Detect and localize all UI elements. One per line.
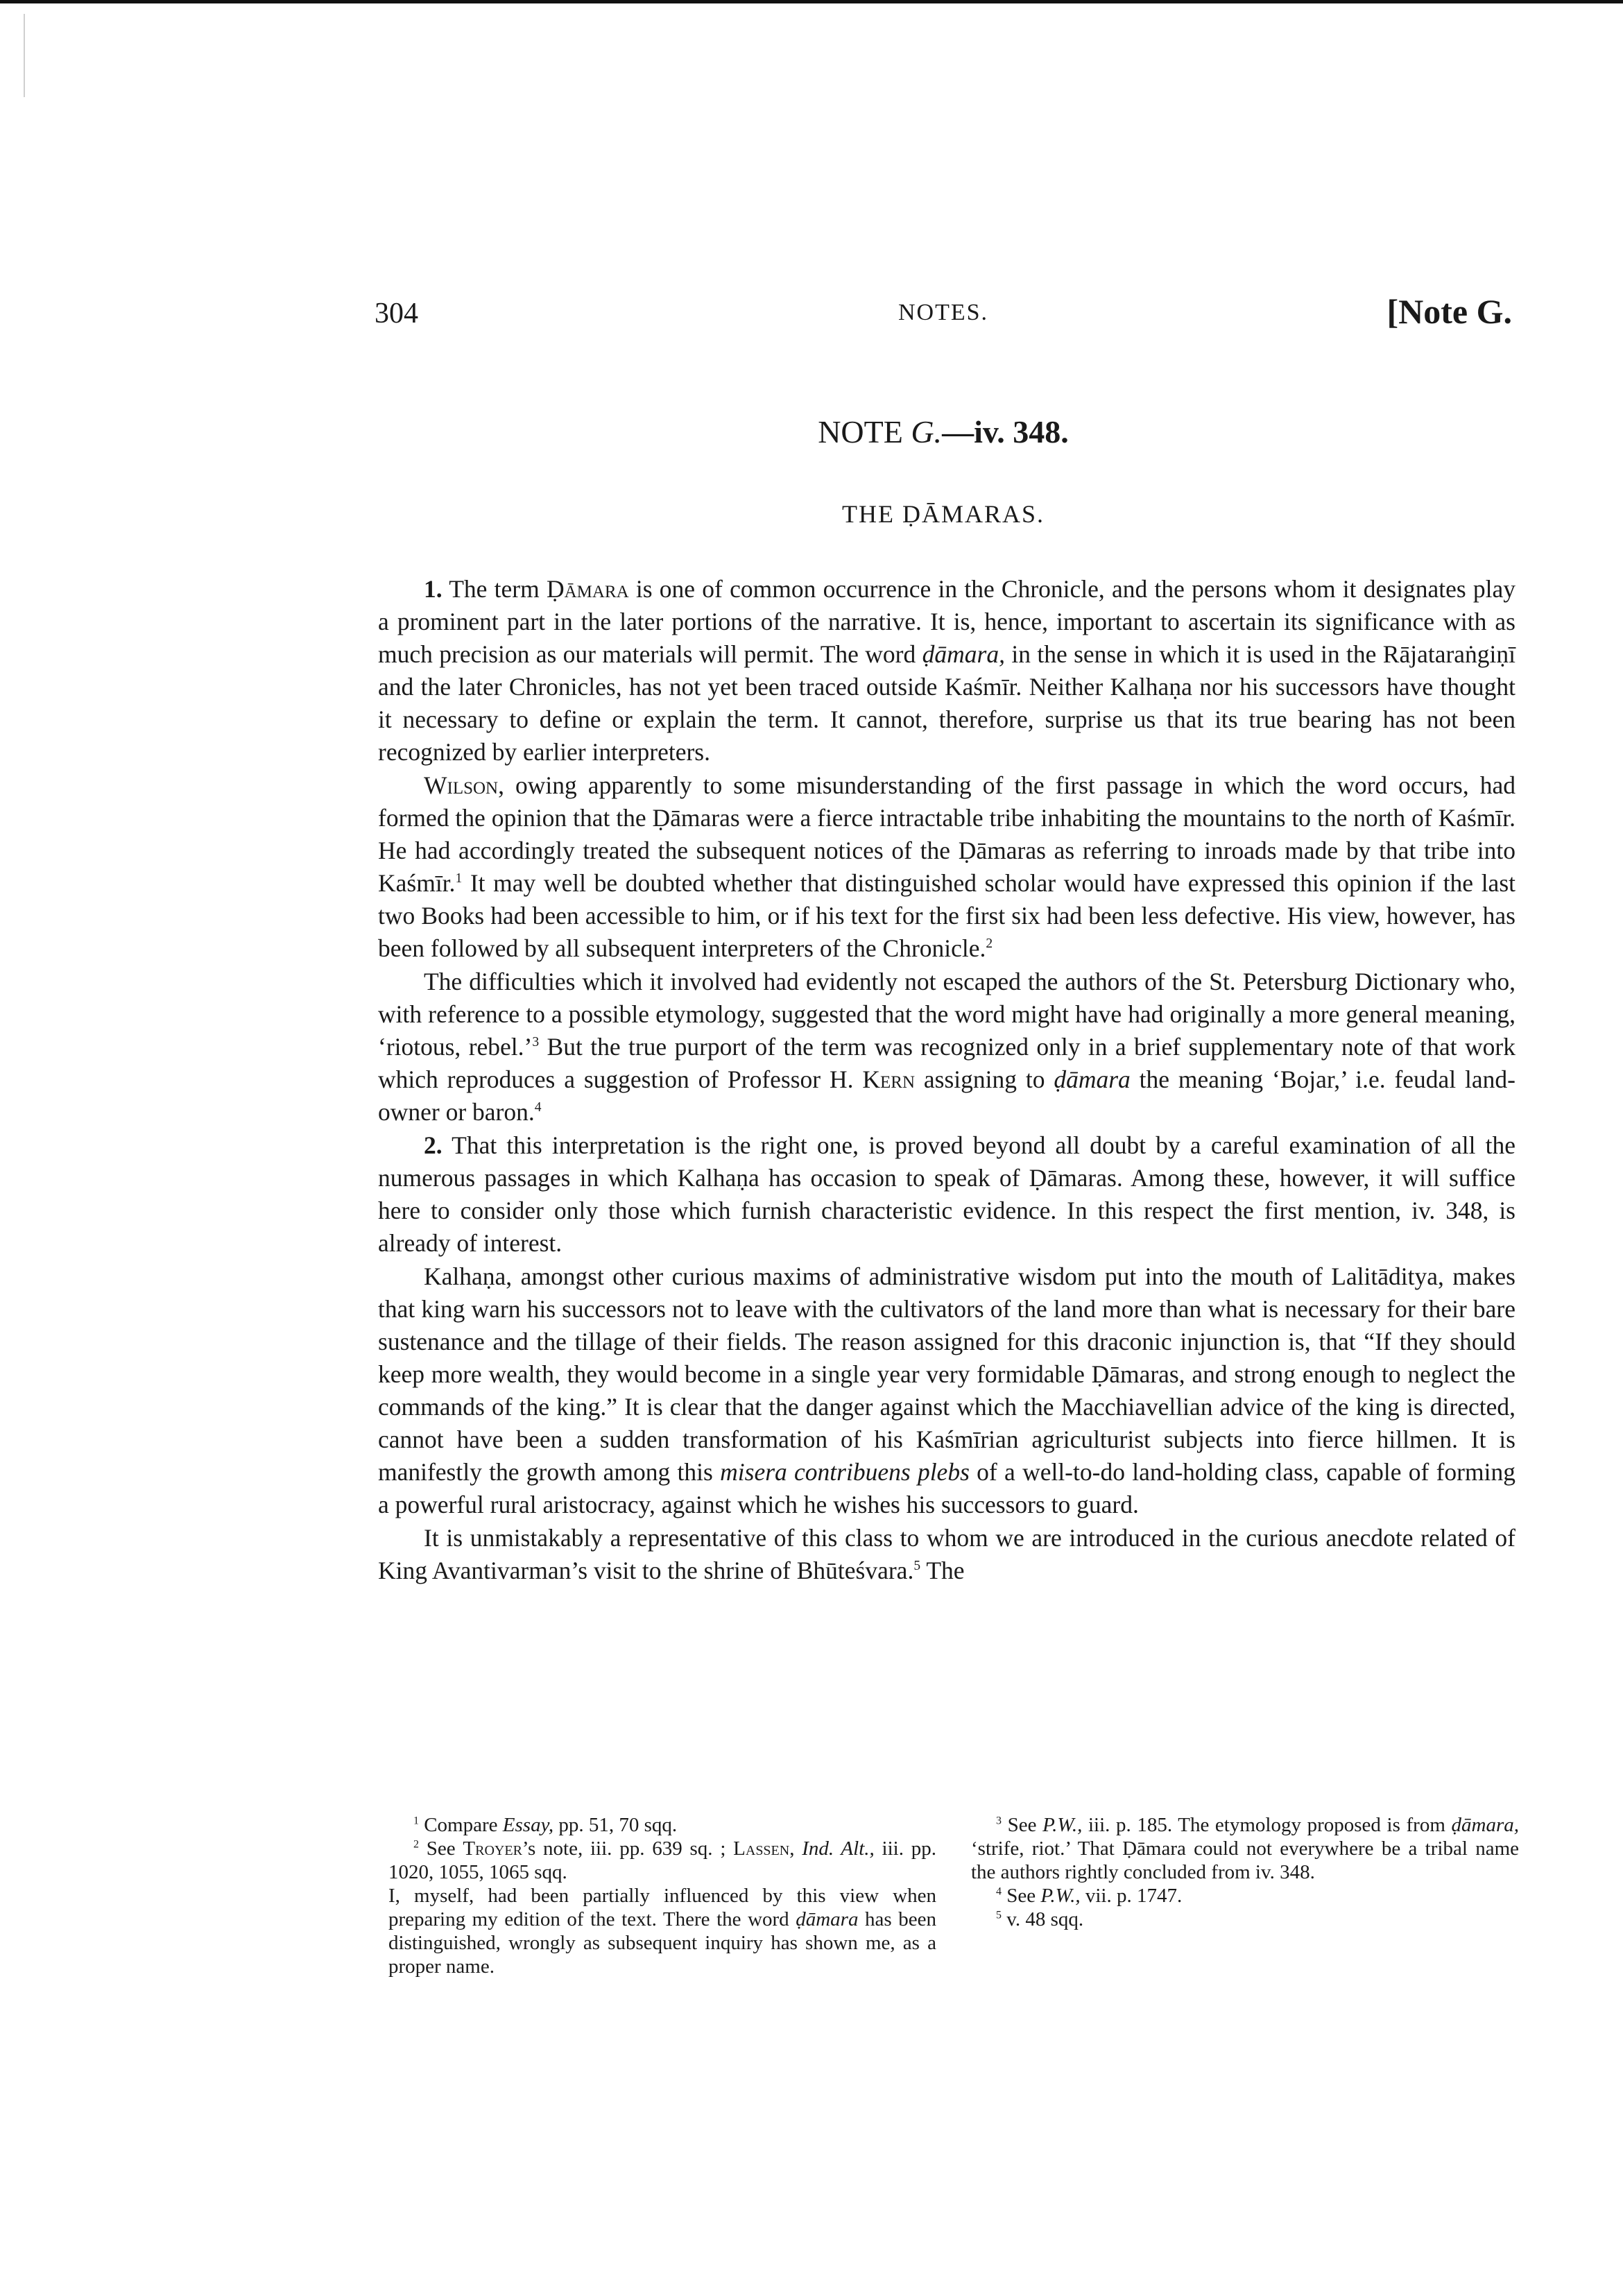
footnote-number: 5 — [996, 1909, 1002, 1921]
text-run: The difficulties which it involved had evidently not escaped the authors of the St. Petersburg Dictionary who, with reference to a possible etymology, suggested that the word might have had originally a more general meaning, ‘riotous, rebel.’ — [378, 968, 1515, 1061]
italic-term: Ind. Alt., — [802, 1837, 875, 1860]
footnote-ref: 3 — [532, 1035, 540, 1050]
text-run: The — [920, 1557, 965, 1584]
footnote-2-continuation — [388, 1884, 936, 1978]
author-name: Lassen — [733, 1837, 790, 1860]
italic-term: ḍāmara, — [922, 640, 1005, 668]
footnote-ref: 2 — [986, 936, 993, 952]
footnote-3 — [971, 1813, 1519, 1884]
italic-term: ḍāmara, — [1451, 1814, 1519, 1836]
footnote-5 — [971, 1908, 1519, 1931]
text-run: ’s note, iii. pp. 639 sq. ; — [522, 1837, 734, 1860]
footnote-4 — [971, 1884, 1519, 1908]
author-name: Wilson — [424, 771, 499, 799]
italic-term: ḍāmara — [1054, 1065, 1131, 1093]
footnote-ref: 4 — [534, 1100, 542, 1115]
note-subtitle: THE ḌĀMARAS. — [841, 500, 1045, 528]
body-text — [378, 573, 1515, 1588]
footnotes — [388, 1813, 1519, 1978]
footnote-ref: 5 — [913, 1559, 921, 1574]
text-run: the meaning ‘Bojar,’ i.e. feudal land-owner or baron. — [378, 1065, 1515, 1126]
title-letter: G. — [911, 414, 943, 449]
italic-term: P.W., — [1040, 1885, 1081, 1907]
footnote-1 — [388, 1813, 936, 1837]
text-run: Compare — [418, 1814, 503, 1836]
text-run: iii. pp. 1020, 1055, 1065 sqq. — [388, 1837, 936, 1883]
section-number: 1. — [424, 575, 443, 603]
footnote-2 — [388, 1837, 936, 1884]
text-run: It may well be doubted whether that distinguished scholar would have expressed this opinion if the last two Books had been accessible to him, or if his text for the first six had been less defective. His view, however, has been followed by all subsequent interpreters of the Chronicle. — [378, 869, 1515, 962]
page-header — [375, 291, 1512, 340]
paragraph-2 — [378, 769, 1515, 965]
footnotes-right-column — [971, 1813, 1519, 1978]
text-run: , — [789, 1837, 802, 1860]
text-run: But the true purport of the term was recognized only in a brief supplementary note of that work which reproduces a suggestion of Professor H. — [378, 1033, 1515, 1093]
scan-edge-mark — [24, 14, 25, 97]
text-run: in the sense in which it is used in the Rājataraṅgiṇī and the later Chronicles, has not yet been traced outside Kaśmīr. Neither Kalhaṇa nor his successors have thought it necessary to define or explain the term. It cannot, therefore, surprise us that its true bearing has not been recognized by earlier interpreters. — [378, 640, 1516, 766]
text-run: See — [418, 1837, 463, 1860]
author-name: Kern — [862, 1065, 916, 1093]
text-run: assigning to — [915, 1065, 1054, 1093]
author-name: Troyer — [463, 1837, 522, 1860]
text-run: pp. 51, 70 sqq. — [553, 1814, 678, 1836]
text-run: Kalhaṇa, amongst other curious maxims of administrative wisdom put into the mouth of Lalitāditya, makes that king warn his successors not to leave with the cultivators of the land more than what is necessary for their bare sustenance and the tillage of their fields. The reason assigned for this draconic injunction is, that “If they should keep more wealth, they would become in a single year very formidable Ḍāmaras, and strong enough to neglect the commands of the king.” It is clear that the danger against which the Macchiavellian advice of the king is directed, cannot have been a sudden transformation of his Kaśmīrian agriculturist subjects into fierce hillmen. It is manifestly the growth among this — [378, 1262, 1515, 1486]
text-run: ‘strife, riot.’ That Ḍāmara could not everywhere be a tribal name the authors rightly concluded from iv. 348. — [971, 1837, 1519, 1883]
text-run: See — [1001, 1885, 1041, 1907]
paragraph-1 — [378, 573, 1515, 769]
footnotes-left-column — [388, 1813, 936, 1978]
footnote-number: 1 — [413, 1815, 419, 1827]
title-prefix: NOTE — [818, 414, 903, 449]
text-run: , owing apparently to some misunderstanding of the first passage in which the word occurs, had formed the opinion that the Ḍāmaras were a fierce intractable tribe inhabiting the mountains to the north of Kaśmīr. He had accordingly treated the subsequent notices of the Ḍāmaras as referring to inroads made by that tribe into Kaśmīr. — [378, 771, 1515, 897]
small-caps-term: Ḍāmara — [546, 575, 629, 603]
text-run: has been distinguished, wrongly as subsequent inquiry has shown me, as a proper name. — [388, 1908, 936, 1978]
running-title: NOTES. — [898, 300, 989, 325]
italic-term: P.W., — [1042, 1814, 1083, 1836]
paragraph-4 — [378, 1129, 1515, 1260]
text-run: of a well-to-do land-holding class, capable of forming a powerful rural aristocracy, against which he wishes his successors to guard. — [378, 1458, 1515, 1518]
text-run: I, myself, had been partially influenced by this view when preparing my edition of the text. There the word — [388, 1885, 936, 1930]
paragraph-3 — [378, 966, 1515, 1129]
footnote-number: 4 — [996, 1885, 1002, 1898]
text-run: iii. p. 185. The etymology proposed is from — [1082, 1814, 1452, 1836]
text-run: The term — [442, 575, 547, 603]
footnote-ref: 1 — [455, 871, 463, 886]
paragraph-6 — [378, 1522, 1515, 1587]
section-number: 2. — [424, 1131, 443, 1159]
text-run: is one of common occurrence in the Chronicle, and the persons whom it designates play a prominent part in the later portions of the narrative. It is, hence, important to ascertain its significance with as much precision as our materials will permit. The word — [378, 575, 1515, 668]
text-run: See — [1001, 1814, 1043, 1836]
note-label: [Note G. — [1386, 292, 1512, 331]
title-ref: —iv. 348. — [942, 414, 1069, 449]
italic-term: ḍāmara — [796, 1908, 859, 1930]
paragraph-5 — [378, 1260, 1515, 1521]
footnote-number: 2 — [413, 1838, 419, 1851]
italic-term: Essay, — [502, 1814, 554, 1836]
page-number: 304 — [375, 298, 418, 329]
text-run: vii. p. 1747. — [1080, 1885, 1183, 1907]
scan-top-border — [0, 0, 1623, 3]
italic-term: misera contribuens plebs — [720, 1458, 970, 1486]
note-title — [375, 413, 1512, 450]
text-run: v. 48 sqq. — [1001, 1908, 1084, 1930]
text-run: It is unmistakably a representative of this class to whom we are introduced in the curious anecdote related of King Avantivarman’s visit to the shrine of Bhūteśvara. — [378, 1524, 1515, 1584]
text-run: That this interpretation is the right one, is proved beyond all doubt by a careful examination of all the numerous passages in which Kalhaṇa has occasion to speak of Ḍāmaras. Among these, however, it will suffice here to consider only those which furnish characteristic evidence. In this respect the first mention, iv. 348, is already of interest. — [378, 1131, 1515, 1257]
footnote-number: 3 — [996, 1815, 1002, 1827]
